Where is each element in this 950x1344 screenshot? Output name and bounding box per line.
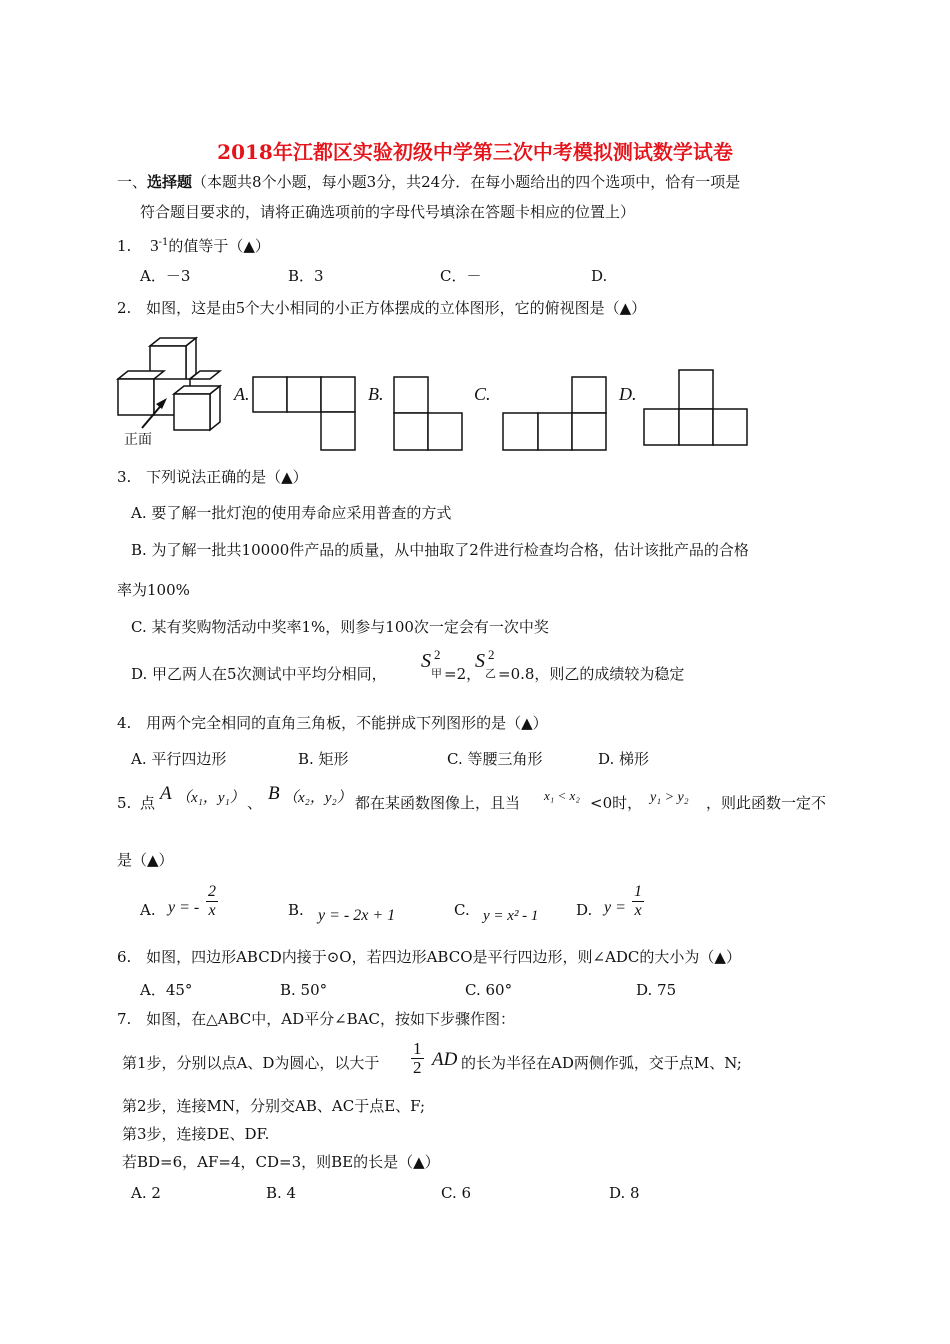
q5-point-a-coords: （x₁，y₁） [176,790,245,806]
q2-front-label: 正面 [124,432,152,448]
q6-stem: 如图，四边形ABCD内接于⊙O，若四边形ABCO是平行四边形，则∠ADC的大小为（▲） [146,948,741,966]
q2-number: 2. [117,299,132,317]
q2-stem-b: 个大小相同的小正方体摆成的立体图形，它的俯视图是（▲） [244,299,647,317]
q2-label-c: C. [474,384,491,404]
q6-option-d: D. 75 [636,981,677,999]
q7-step3: 第3步，连接DE、DF. [122,1125,270,1143]
q5-option-a-lhs: y = - [168,899,200,916]
q1-number: 1. [117,237,132,255]
q5-option-d-num: 1 [634,883,642,900]
q3-sub-jia: 甲 [431,667,442,680]
section-heading [117,172,740,192]
q5-point-a: A [160,783,172,804]
q1-stem: 的值等于（▲） [168,237,270,255]
q1-option-d: D. [591,267,608,285]
q6-number: 6. [117,948,132,966]
q7-frac-num: 1 [413,1039,422,1058]
q3-val-jia: =2， [444,665,482,683]
q1-base: 3 [150,236,159,255]
q3-option-b: B. 为了解一批共10000件产品的质量，从中抽取了2件进行检查均合格，估计该批产品的合格 [131,541,749,559]
q7-step1-a: 第1步，分别以点A、D为圆心，以大于 [122,1054,380,1072]
q5-option-a-frac [206,883,218,920]
q6-option-a: A．45° [140,981,193,999]
q4-option-c: C. 等腰三角形 [447,750,543,768]
question-1 [117,233,270,256]
q7-stem: 如图，在△ABC中，AD平分∠BAC，按如下步骤作图： [146,1010,516,1028]
q3-stem: 下列说法正确的是（▲） [146,468,308,486]
q2-five: 5 [236,298,245,317]
q2-stem-a: 如图，这是由 [146,299,237,317]
q2-label-d: D. [619,384,637,404]
q5-option-b-label: B. [288,901,304,919]
question-3 [117,467,308,487]
q5-cond-y: y₁ > y₂ [650,790,689,805]
q6-option-b: B. 50° [280,981,328,999]
q7-option-a: A. 2 [131,1184,161,1202]
q7-option-d: D. 8 [609,1184,640,1202]
q3-option-c: C. 某有奖购物活动中奖率1%，则参与100次一定会有一次中奖 [131,618,549,636]
q5-end: ，则此函数一定不 [706,794,827,812]
q3-number: 3. [117,468,132,486]
q2-label-a: A. [234,384,250,404]
q5-point-b: B [268,783,280,804]
q5-option-a-label: A. [140,901,156,919]
q3-d-text: D. 甲乙两人在5次测试中平均分相同， [131,665,387,683]
q5-option-a-num: 2 [208,883,216,900]
section-instructions: （本题共8个小题，每小题3分，共24分．在每小题给出的四个选项中，恰有一项是 [192,173,741,191]
q7-step1-frac [411,1040,424,1077]
q2-option-d-figure [643,369,749,447]
q5-line2: 是（▲） [117,851,174,869]
q3-sup-jia: 2 [434,647,441,662]
q4-option-b: B. 矩形 [298,750,349,768]
q1-option-a: A．－3 [140,267,191,285]
q2-option-b-figure [393,376,463,452]
q5-option-a-den: x [208,902,216,919]
q6-option-c: C. 60° [465,981,513,999]
q1-option-b: B．3 [288,267,324,285]
q5-cond-x: x₁ < x₂ [544,788,580,803]
q5-option-d-lhs: y = [604,899,626,916]
q7-step1 [122,1053,379,1073]
q7-condition: 若BD=6，AF=4，CD=3，则BE的长是（▲） [122,1153,440,1171]
q5-option-d-frac [632,883,644,920]
question-6 [117,947,741,967]
q7-option-c: C. 6 [441,1184,472,1202]
exam-title: 2018年江都区实验初级中学第三次中考模拟测试数学试卷 [217,140,733,164]
q2-option-a-figure [252,376,357,452]
q5-mid: 都在某函数图像上，且当 [355,794,521,812]
q1-exponent: -1 [158,237,169,248]
q4-option-d: D. 梯形 [598,750,650,768]
question-4 [117,713,548,733]
q5-cond-x-end: <0时， [590,794,643,812]
q3-s-yi: S [475,650,485,672]
q3-option-d [131,664,387,684]
q7-step1-ad: AD [432,1049,458,1070]
q7-step2: 第2步，连接MN，分别交AB、AC于点E、F; [122,1097,426,1115]
q5-number: 5. [117,794,132,812]
q1-option-c: C．－ [440,267,482,285]
q5-option-c-expr: y = x² - 1 [483,908,539,924]
q4-stem: 用两个完全相同的直角三角板，不能拼成下列图形的是（▲） [146,714,548,732]
q7-option-b: B. 4 [266,1184,297,1202]
q7-number: 7. [117,1010,132,1028]
q5-point-b-coords: （x₂，y₂） [283,790,352,806]
q3-option-b-cont: 率为100% [117,581,190,599]
section-title: 选择题 [147,173,193,191]
q5-sep: 、 [247,794,263,812]
q2-option-c-figure [502,376,608,452]
q7-step1-b: 的长为半径在AD两侧作弧，交于点M、N; [461,1054,742,1072]
question-7 [117,1009,515,1029]
q4-option-a: A. 平行四边形 [131,750,227,768]
question-2 [117,298,646,318]
q5-option-b-expr: y = - 2x + 1 [318,907,396,924]
q2-label-b: B. [368,384,384,404]
q5-option-d-label: D. [576,901,593,919]
q7-frac-den: 2 [413,1058,422,1077]
q5-pre: 点 [140,794,156,812]
section-number: 一、 [117,173,148,191]
q3-option-a: A. 要了解一批灯泡的使用寿命应采用普查的方式 [131,504,452,522]
q3-sub-yi: 乙 [485,667,496,680]
section-instructions-line2: 符合题目要求的，请将正确选项前的字母代号填涂在答题卡相应的位置上） [140,203,636,221]
q3-val-yi: =0.8，则乙的成绩较为稳定 [498,665,685,683]
q5-option-d-den: x [634,902,642,919]
q4-number: 4. [117,714,132,732]
q3-s-jia: S [421,650,431,672]
q3-sup-yi: 2 [488,647,495,662]
q5-option-c-label: C. [454,901,470,919]
